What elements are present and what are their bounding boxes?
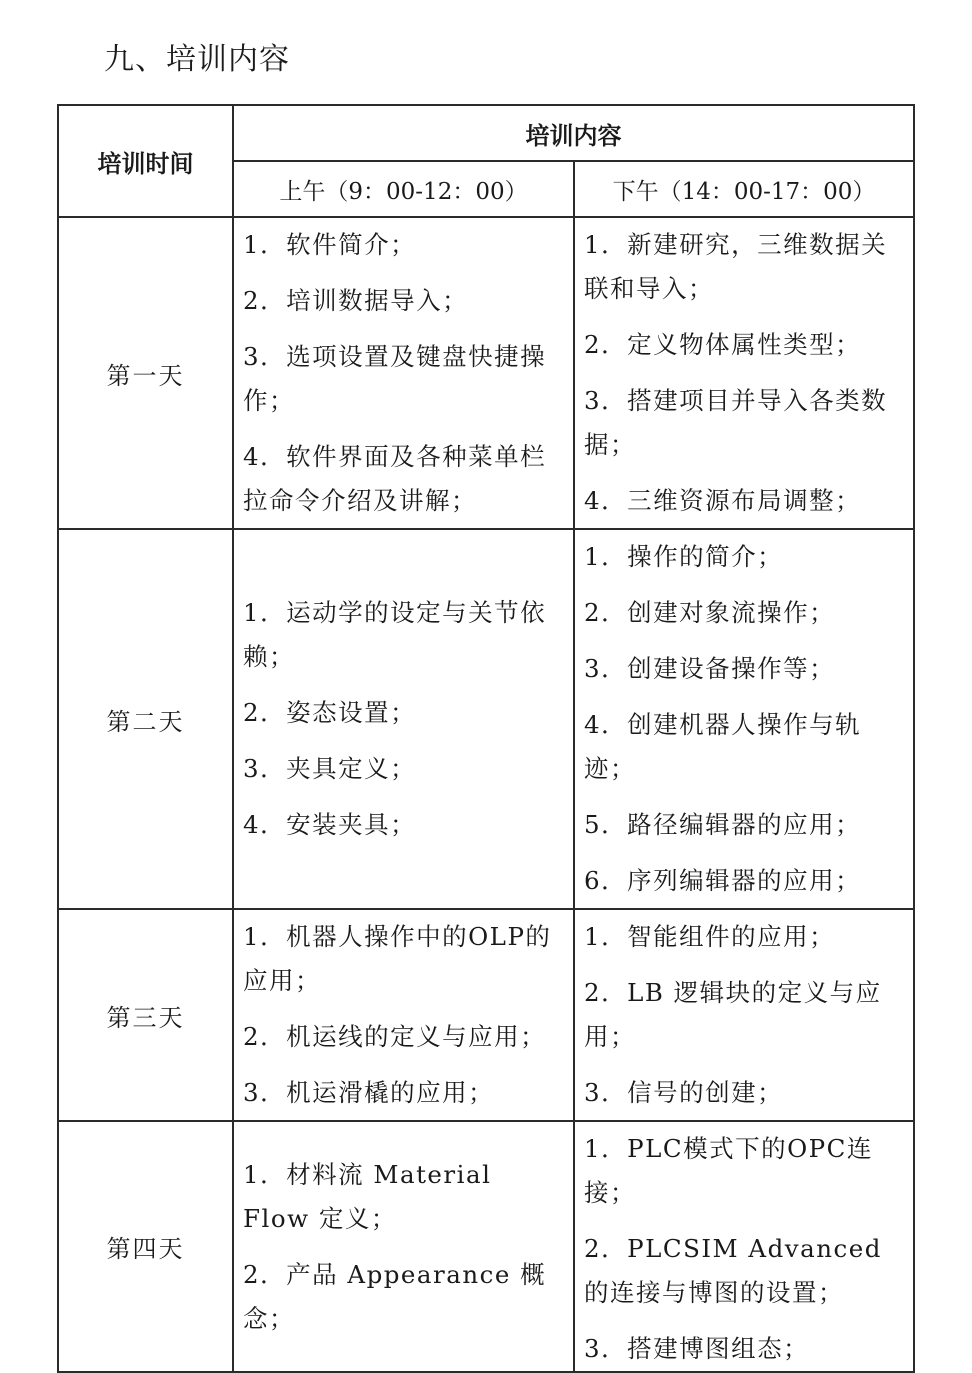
training-schedule-table [57,104,915,1373]
afternoon-cell [574,217,914,529]
list-item: 4．三维资源布局调整； [584,486,862,515]
list-item: 2．产品 Appearance 概念； [243,1259,547,1333]
day-label: 第二天 [58,529,233,909]
afternoon-cell [574,529,914,909]
list-item: 2．PLCSIM Advanced 的连接与博图的设置； [584,1234,882,1307]
list-item: 2．定义物体属性类型； [584,330,862,359]
list-item: 1．机器人操作中的OLP的应用； [243,922,552,995]
list-item: 1．运动学的设定与关节依赖； [243,598,547,671]
header-training-content: 培训内容 [233,105,914,161]
list-item: 2．LB 逻辑块的定义与应用； [584,978,882,1051]
table-row-day4 [58,1121,914,1372]
afternoon-cell [574,1121,914,1372]
list-item: 4．软件界面及各种菜单栏拉命令介绍及讲解； [243,442,547,515]
list-item: 4．安装夹具； [243,810,417,839]
list-item: 1．操作的简介； [584,542,784,571]
table-row-day2 [58,529,914,909]
list-item: 3．机运滑橇的应用； [243,1078,495,1107]
list-item: 1．PLC模式下的OPC连接； [584,1134,873,1207]
list-item: 2．培训数据导入； [243,286,469,315]
list-item: 1．智能组件的应用； [584,922,836,951]
list-item: 4．创建机器人操作与轨迹； [584,710,862,783]
list-item: 3．创建设备操作等； [584,654,836,683]
list-item: 1．材料流 Material Flow 定义； [243,1159,492,1233]
list-item: 3．信号的创建； [584,1078,784,1107]
morning-cell [233,909,574,1121]
header-morning: 上午（9：00-12：00） [233,161,574,217]
section-heading: 九、培训内容 [104,42,290,77]
list-item: 3．搭建项目并导入各类数据； [584,386,888,459]
list-item: 2．机运线的定义与应用； [243,1022,547,1051]
morning-cell [233,529,574,909]
day-label: 第一天 [58,217,233,529]
list-item: 2．姿态设置； [243,698,417,727]
day-label: 第三天 [58,909,233,1121]
list-item: 1．软件简介； [243,230,417,259]
list-item: 6．序列编辑器的应用； [584,866,862,895]
list-item: 3．选项设置及键盘快捷操作； [243,342,547,415]
table-row-day1 [58,217,914,529]
day-label: 第四天 [58,1121,233,1372]
list-item: 3．搭建博图组态； [584,1334,810,1363]
afternoon-cell [574,909,914,1121]
header-training-time: 培训时间 [58,105,233,217]
list-item: 5．路径编辑器的应用； [584,810,862,839]
header-afternoon: 下午（14：00-17：00） [574,161,914,217]
morning-cell [233,217,574,529]
list-item: 2．创建对象流操作； [584,598,836,627]
list-item: 3．夹具定义； [243,754,417,783]
table-row-day3 [58,909,914,1121]
list-item: 1．新建研究，三维数据关联和导入； [584,230,888,303]
morning-cell [233,1121,574,1372]
